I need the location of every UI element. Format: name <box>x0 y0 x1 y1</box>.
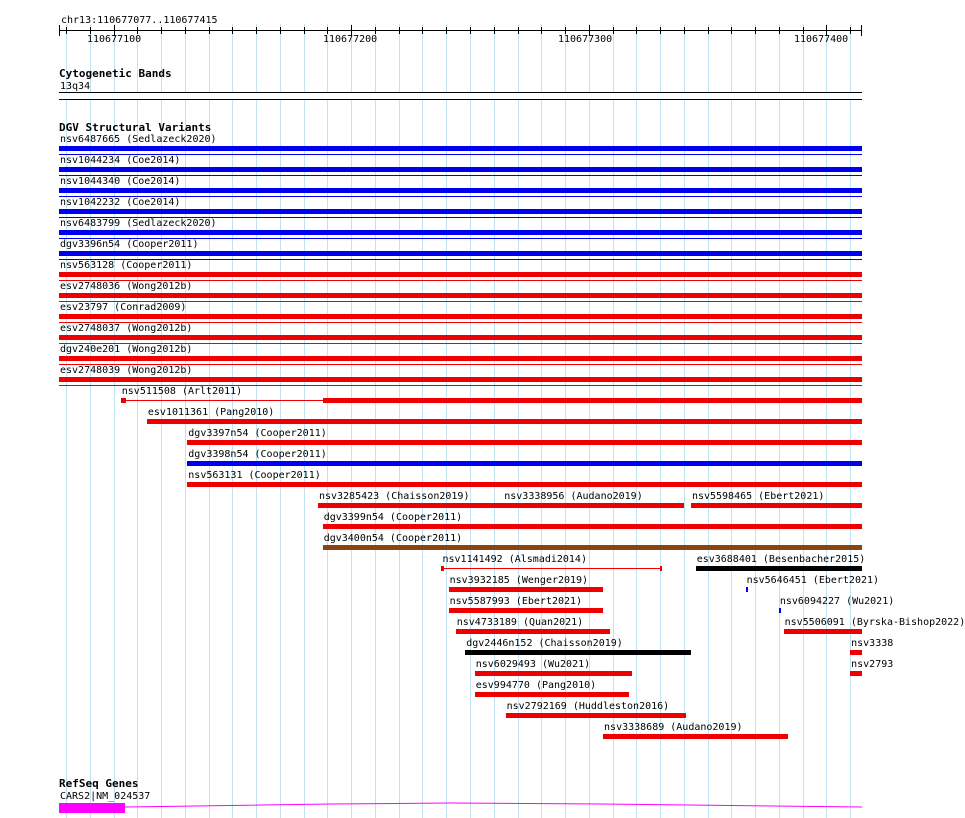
variant-bar[interactable] <box>59 293 862 298</box>
variant-bar[interactable] <box>449 587 603 592</box>
variant-bar[interactable] <box>187 461 862 466</box>
variant-label[interactable]: nsv2793 <box>851 659 894 670</box>
variant-label[interactable]: nsv2792169 (Huddleston2016) <box>506 701 670 712</box>
variant-bar[interactable] <box>59 272 862 277</box>
variant-bar[interactable] <box>506 713 687 718</box>
cytoband-label: 13q34 <box>60 81 91 92</box>
refseq-gene-label[interactable]: CARS2|NM_024537 <box>60 791 151 802</box>
variant-bar[interactable] <box>449 608 603 613</box>
variant-bar[interactable] <box>475 671 632 676</box>
variant-label[interactable]: nsv1042232 (Coe2014) <box>60 197 181 208</box>
ruler-tick-label: 110677100 <box>87 34 142 45</box>
variant-label[interactable]: nsv6094227 (Wu2021) <box>779 596 895 607</box>
variant-bar[interactable] <box>121 398 862 403</box>
refseq-gene-glyph[interactable] <box>0 798 890 818</box>
variant-label[interactable]: nsv511508 (Arlt2011) <box>121 386 243 397</box>
variant-bar[interactable] <box>59 188 862 193</box>
variant-label[interactable]: dgv3399n54 (Cooper2011) <box>323 512 463 523</box>
variant-label[interactable]: nsv3285423 (Chaisson2019) <box>318 491 470 502</box>
variant-label[interactable]: nsv563131 (Cooper2011) <box>188 470 321 481</box>
variant-bar[interactable] <box>187 440 862 445</box>
variant-bar[interactable] <box>456 629 610 634</box>
variant-bar[interactable] <box>475 692 629 697</box>
variant-bar[interactable] <box>323 545 862 550</box>
variant-bar[interactable] <box>59 335 862 340</box>
variant-label[interactable]: esv2748037 (Wong2012b) <box>60 323 193 334</box>
variant-bar[interactable] <box>318 503 503 508</box>
variant-label[interactable]: esv994770 (Pang2010) <box>475 680 597 691</box>
variant-bar[interactable] <box>441 566 662 571</box>
variant-bar[interactable] <box>59 167 862 172</box>
variant-bar[interactable] <box>59 209 862 214</box>
variant-label[interactable]: dgv3397n54 (Cooper2011) <box>188 428 327 439</box>
variant-label[interactable]: esv1011361 (Pang2010) <box>147 407 275 418</box>
variant-label[interactable]: nsv1044234 (Coe2014) <box>60 155 181 166</box>
variant-label[interactable]: nsv4733189 (Quan2021) <box>456 617 584 628</box>
variant-bar[interactable] <box>59 356 862 361</box>
variant-label[interactable]: esv23797 (Conrad2009) <box>60 302 187 313</box>
refseq-exon <box>59 803 125 813</box>
variant-bar[interactable] <box>187 482 862 487</box>
variant-block <box>323 398 862 403</box>
variant-bar[interactable] <box>850 671 862 676</box>
variant-bar[interactable] <box>850 650 862 655</box>
variant-bar[interactable] <box>503 503 684 508</box>
variant-label[interactable]: nsv3932185 (Wenger2019) <box>449 575 589 586</box>
variant-label[interactable]: nsv6483799 (Sedlazeck2020) <box>60 218 217 229</box>
variant-label[interactable]: esv2748039 (Wong2012b) <box>60 365 193 376</box>
variant-label[interactable]: dgv2446n152 (Chaisson2019) <box>466 638 623 649</box>
variant-label[interactable]: nsv5598465 (Ebert2021) <box>691 491 825 502</box>
variant-label[interactable]: nsv6487665 (Sedlazeck2020) <box>60 134 217 145</box>
variant-label[interactable]: dgv3400n54 (Cooper2011) <box>323 533 463 544</box>
ruler-tick-label: 110677200 <box>323 34 378 45</box>
variant-bar[interactable] <box>746 587 748 592</box>
variant-bar[interactable] <box>465 650 691 655</box>
variant-label[interactable]: nsv3338689 (Audano2019) <box>604 722 743 733</box>
track-title-refseq[interactable]: RefSeq Genes <box>59 777 139 790</box>
variant-label[interactable]: nsv563128 (Cooper2011) <box>60 260 193 271</box>
variant-label[interactable]: esv3688401 (Besenbacher2015) <box>696 554 866 565</box>
variant-label[interactable]: nsv5506091 (Byrska-Bishop2022) <box>784 617 965 628</box>
variant-label[interactable]: dgv240e201 (Wong2012b) <box>60 344 193 355</box>
variant-label[interactable]: dgv3396n54 (Cooper2011) <box>60 239 199 250</box>
variant-bar[interactable] <box>147 419 862 424</box>
variant-bar[interactable] <box>784 629 862 634</box>
variant-bar[interactable] <box>59 377 862 382</box>
variant-bar[interactable] <box>603 734 788 739</box>
variant-gap-line <box>444 568 660 569</box>
ruler-tick-label: 110677400 <box>794 34 849 45</box>
variant-label[interactable]: nsv3338 <box>851 638 894 649</box>
ruler-tick-label: 110677300 <box>558 34 613 45</box>
track-title-dgv[interactable]: DGV Structural Variants <box>59 121 212 134</box>
variant-label[interactable]: dgv3398n54 (Cooper2011) <box>188 449 327 460</box>
track-title-cytobands[interactable]: Cytogenetic Bands <box>59 67 172 80</box>
variant-bar[interactable] <box>696 566 862 571</box>
refseq-intron <box>125 803 862 807</box>
ruler-location: chr13:110677077..110677415 <box>61 15 218 26</box>
variant-label[interactable]: esv2748036 (Wong2012b) <box>60 281 193 292</box>
variant-label[interactable]: nsv5646451 (Ebert2021) <box>746 575 880 586</box>
variant-bar[interactable] <box>779 608 781 613</box>
variant-label[interactable]: nsv1141492 (Alsmadi2014) <box>442 554 587 565</box>
variant-bar[interactable] <box>59 230 862 235</box>
variant-block <box>660 566 662 571</box>
variant-label[interactable]: nsv6029493 (Wu2021) <box>475 659 591 670</box>
cytoband-bar[interactable] <box>59 92 862 100</box>
variant-bar[interactable] <box>323 524 862 529</box>
variant-bar[interactable] <box>59 251 862 256</box>
variant-label[interactable]: nsv5587993 (Ebert2021) <box>449 596 583 607</box>
variant-label[interactable]: nsv1044340 (Coe2014) <box>60 176 181 187</box>
variant-gap-line <box>126 400 323 401</box>
variant-bar[interactable] <box>59 314 862 319</box>
variant-bar[interactable] <box>691 503 862 508</box>
variant-label[interactable]: nsv3338956 (Audano2019) <box>504 491 643 502</box>
variant-bar[interactable] <box>59 146 862 151</box>
